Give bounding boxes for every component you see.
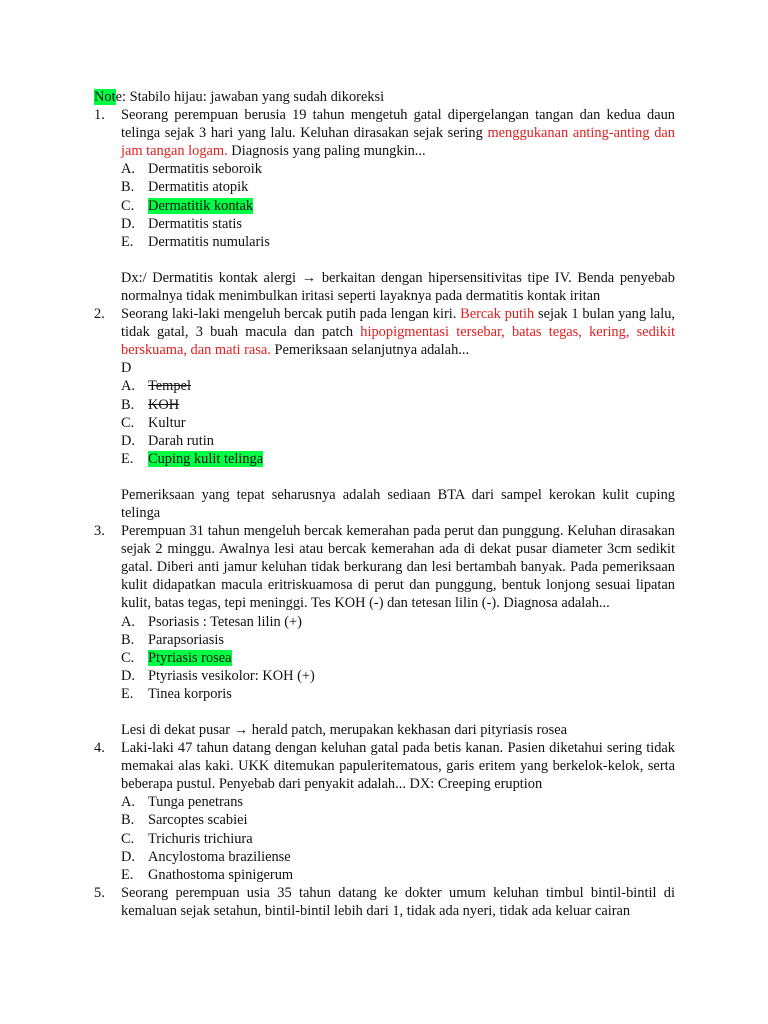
question-text: Perempuan 31 tahun mengeluh bercak kemerahan pada perut dan punggung. Keluhan dirasakan sejak 2 minggu. Awalnya lesi atau bercak kemerahan ada di dekat pusar diameter 3cm sedikit gatal. Diberi anti jamur keluhan tidak berkurang dan lesi bertambah banyak. Pada pemeriksaan kulit didapatkan macula eritriskuamosa di perut dan punggung, bentuk lonjong sesuai lipatan kulit, batas tegas, tepi meninggi. Tes KOH (-) dan tetesan lilin (-). Diagnosa adalah... (121, 523, 675, 612)
question-text-emphasis: Bercak putih (460, 306, 535, 323)
option-text: Tempel (148, 378, 191, 395)
option-letter: E. (121, 233, 134, 250)
question-text: Seorang perempuan usia 35 tahun datang ke dokter umum keluhan timbul bintil-bintil di kemaluan sejak setahun, bintil-bintil lebih dari 1, tidak ada nyeri, tidak ada keluar cairan (121, 884, 675, 919)
option-c (121, 197, 675, 215)
question-text-part: Pemeriksaan selanjutnya adalah... (270, 342, 470, 359)
question-4 (94, 739, 675, 884)
option-d (121, 215, 675, 233)
note-line (94, 88, 675, 106)
option-list (121, 160, 675, 250)
question-text: Laki-laki 47 tahun datang dengan keluhan gatal pada betis kanan. Pasien diketahui sering tidak memakai alas kaki. UKK ditemukan papuleritematous, garis eritem yang berkelok-kelok, serta beberapa pustul. Penyebab dari penyakit adalah... DX: Creeping eruption (121, 740, 675, 793)
explanation-text: Lesi di dekat pusar (121, 722, 234, 738)
option-b-struck (121, 396, 675, 414)
note-highlight: Not (94, 89, 116, 105)
option-letter: B. (121, 396, 135, 413)
option-letter: D. (121, 215, 135, 232)
question-number: 1. (94, 107, 105, 124)
option-text: Dermatitis numularis (148, 233, 270, 250)
option-letter: D. (121, 848, 135, 865)
explanation-text: Dx:/ Dermatitis kontak alergi (121, 269, 302, 286)
question-text-emphasis: hipopigmentasi tersebar, batas tegas, kering, sedikit berskuama, dan mati rasa. (121, 324, 675, 359)
option-c (121, 649, 675, 667)
arrow-icon: → (301, 269, 317, 286)
option-letter: E. (121, 685, 134, 702)
option-letter: E. (121, 450, 134, 467)
question-text-part: Seorang perempuan berusia 19 tahun mengetuh gatal dipergelangan tangan dan kedua daun telinga sejak 3 hari yang lalu. Keluhan dirasakan sejak sering (121, 107, 675, 142)
option-text: Ancylostoma braziliense (148, 848, 291, 865)
option-e (121, 685, 675, 703)
question-number: 2. (94, 306, 105, 323)
question-number: 4. (94, 740, 105, 757)
option-d (121, 848, 675, 866)
spacer (121, 251, 675, 269)
question-text (121, 305, 675, 359)
option-letter: B. (121, 812, 135, 829)
option-letter: C. (121, 414, 135, 431)
option-text: Ptyriasis vesikolor: KOH (+) (148, 667, 315, 684)
document-page (94, 88, 675, 920)
option-letter: C. (121, 197, 135, 214)
option-letter: B. (121, 179, 135, 196)
option-text: Darah rutin (148, 432, 214, 449)
question-number: 3. (94, 523, 105, 540)
option-text-correct: Cuping kulit telinga (148, 450, 264, 467)
explanation-text: herald patch, merupakan kekhasan dari pityriasis rosea (248, 722, 567, 738)
option-letter: A. (121, 161, 135, 178)
option-list (121, 613, 675, 703)
option-text: Psoriasis : Tetesan lilin (+) (148, 613, 302, 630)
option-b (121, 811, 675, 829)
option-letter: B. (121, 631, 135, 648)
option-letter: D. (121, 432, 135, 449)
option-text: Gnathostoma spinigerum (148, 866, 294, 883)
answer-note: D (121, 360, 132, 377)
question-number: 5. (94, 884, 105, 901)
question-text-part: sejak 1 bulan yang lalu, tidak gatal, 3 buah macula dan patch (121, 306, 675, 341)
option-text: Dermatitis seboroik (148, 161, 262, 178)
option-c (121, 830, 675, 848)
spacer (121, 468, 675, 486)
option-e (121, 450, 675, 468)
option-a (121, 613, 675, 631)
option-text: Dermatitis statis (148, 215, 242, 232)
option-e (121, 233, 675, 251)
option-text: Parapsoriasis (148, 631, 224, 648)
option-b (121, 178, 675, 196)
option-text-correct: Ptyriasis rosea (148, 649, 232, 666)
option-list (121, 377, 675, 467)
option-letter: A. (121, 378, 135, 395)
question-3 (94, 522, 675, 739)
question-text-part: Seorang laki-laki mengeluh bercak putih pada lengan kiri. (121, 306, 461, 323)
option-letter: D. (121, 667, 135, 684)
option-a-struck (121, 377, 675, 395)
spacer (121, 703, 675, 721)
explanation (121, 721, 675, 739)
note-text: e: Stabilo hijau: jawaban yang sudah dikoreksi (115, 89, 385, 105)
option-text: Sarcoptes scabiei (148, 812, 248, 829)
option-e (121, 866, 675, 884)
option-d (121, 432, 675, 450)
question-1 (94, 106, 675, 305)
option-text-correct: Dermatitik kontak (148, 197, 254, 214)
option-text: KOH (148, 396, 180, 413)
question-text-emphasis: menggukanan anting-anting dan jam tangan logam. (121, 125, 675, 160)
option-letter: A. (121, 794, 135, 811)
option-letter: A. (121, 613, 135, 630)
explanation-text: berkaitan dengan hipersensitivitas tipe IV. Benda penyebab normalnya tidak menimbulkan iritasi seperti layaknya pada dermatitis kontak iritan (121, 269, 675, 304)
option-c (121, 414, 675, 432)
option-a (121, 160, 675, 178)
option-text: Trichuris trichiura (148, 830, 253, 847)
question-5 (94, 884, 675, 920)
option-letter: C. (121, 649, 135, 666)
option-d (121, 667, 675, 685)
question-text (121, 106, 675, 160)
option-letter: E. (121, 866, 134, 883)
explanation (121, 269, 675, 305)
option-list (121, 793, 675, 883)
question-2 (94, 305, 675, 522)
option-text: Tunga penetrans (148, 794, 243, 811)
explanation: Pemeriksaan yang tepat seharusnya adalah sediaan BTA dari sampel kerokan kulit cuping telinga (121, 486, 675, 521)
option-a (121, 793, 675, 811)
option-b (121, 631, 675, 649)
question-text-part: Diagnosis yang paling mungkin... (227, 143, 426, 160)
option-text: Dermatitis atopik (148, 179, 249, 196)
arrow-icon: → (233, 722, 249, 738)
option-text: Kultur (148, 414, 186, 431)
option-text: Tinea korporis (148, 685, 232, 702)
option-letter: C. (121, 830, 135, 847)
